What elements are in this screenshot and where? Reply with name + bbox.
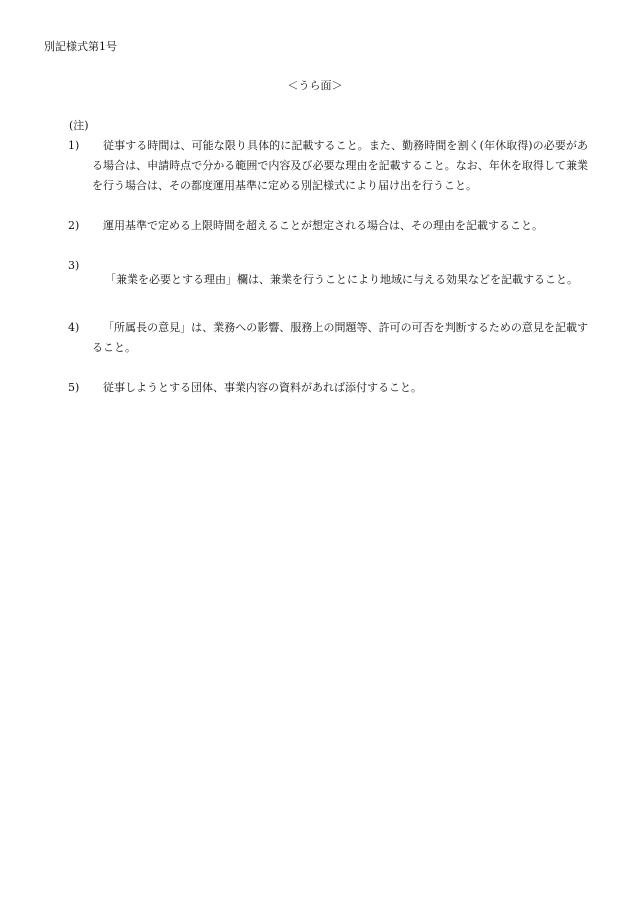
note-text: 運用基準で定める上限時間を超えることが想定される場合は、その理由を記載すること。 [103, 219, 543, 232]
note-text: 「所属長の意見」は、業務への影響、服務上の問題等、許可の可否を判断するための意見を記載すること。 [92, 321, 588, 354]
note-text: 従事しようとする団体、事業内容の資料があれば添付すること。 [103, 381, 422, 394]
note-text: 従事する時間は、可能な限り具体的に記載すること。また、勤務時間を割く(年休取得)の必要がある場合は、申請時点で分かる範囲で内容及び必要な理由を記載すること。なお、年休を取得して兼業を行う場合は、その都度運用基準に定める別記様式により届け出を行うこと。 [92, 139, 588, 192]
page-subtitle: ＜うら面＞ [287, 79, 343, 92]
note-number: 5) [68, 381, 80, 394]
notes-heading: (注) [69, 119, 89, 132]
note-number: 2) [68, 219, 80, 232]
note-number: 1) [68, 139, 80, 152]
note-number: 3) [68, 259, 80, 272]
note-text: 「兼業を必要とする理由」欄は、兼業を行うことにより地域に与える効果などを記載すること。 [105, 273, 578, 286]
note-number: 4) [68, 321, 80, 334]
form-number-label: 別記様式第1号 [44, 40, 117, 53]
